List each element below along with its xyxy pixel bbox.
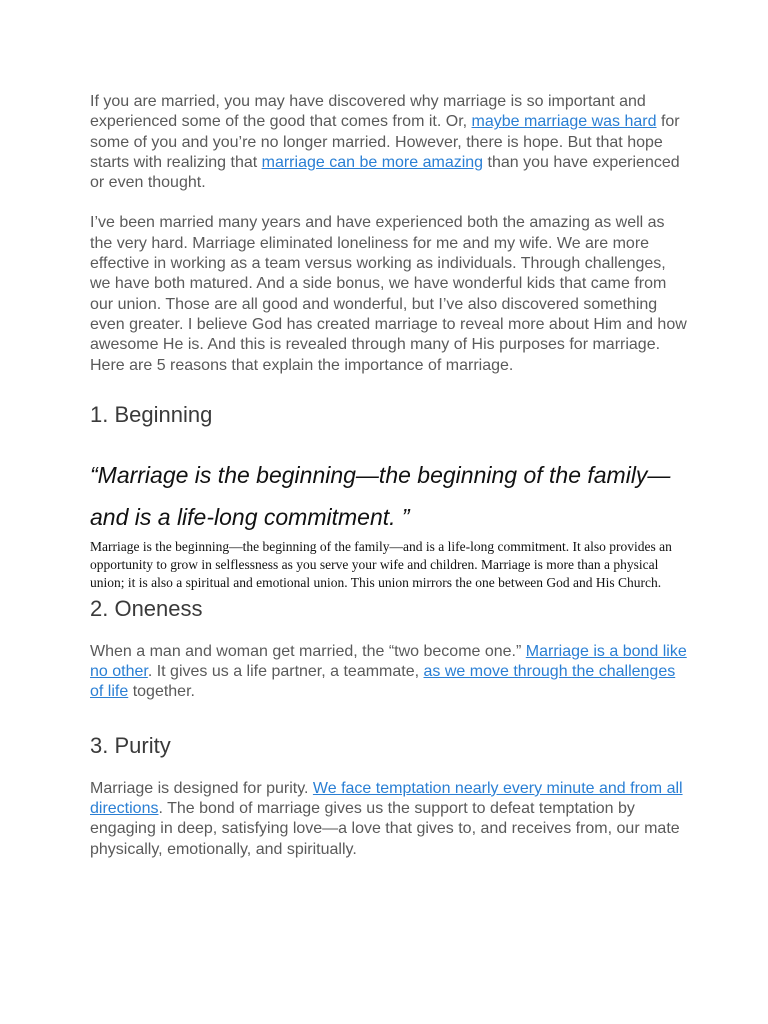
heading-oneness: 2. Oneness xyxy=(90,595,203,621)
oneness-text-1: When a man and woman get married, the “two become one.” xyxy=(90,642,526,660)
intro-text-1: If you are married, you may have discovered why marriage is so important and experienced some of the good that comes from it. Or, xyxy=(90,93,646,131)
beginning-paragraph: Marriage is the beginning—the beginning of the family—and is a life-long commitment. It also provides an opportunity to grow in selflessness as you serve your wife and children. Marriage is more than a physical union; it is also a spiritual and emotional union. This union mirrors the one between God and His Church. xyxy=(90,538,672,590)
story-paragraph: I’ve been married many years and have experienced both the amazing as well as the very hard. Marriage eliminated loneliness for me and my wife. We are more effective in working as a team versus working as individuals. Through challenges, we have both matured. And a side bonus, we have wonderful kids that came from our union. Those are all good and wonderful, but I’ve also discovered something even greater. I believe God has created marriage to reveal more about Him and how awesome He is. And this is revealed through many of His purposes for marriage. Here are 5 reasons that explain the importance of marriage. xyxy=(90,214,687,374)
link-bond-like-no-other[interactable]: Marriage is a bond like no other xyxy=(90,642,687,681)
link-marriage-can-be-more-amazing[interactable]: marriage can be more amazing xyxy=(261,153,484,171)
link-maybe-marriage-was-hard[interactable]: maybe marriage was hard xyxy=(471,113,657,131)
oneness-paragraph xyxy=(90,642,690,703)
intro-paragraph xyxy=(90,92,690,193)
oneness-text-2: . It gives us a life partner, a teammate, xyxy=(147,663,424,681)
purity-paragraph xyxy=(90,779,690,860)
oneness-text-3: together. xyxy=(128,683,195,701)
article-column xyxy=(90,92,690,860)
link-face-temptation[interactable]: We face temptation nearly every minute and from all directions xyxy=(90,779,683,818)
pull-quote: “Marriage is the beginning—the beginning of the family—and is a life-long commitment. ” xyxy=(90,461,671,530)
heading-beginning: 1. Beginning xyxy=(90,401,213,427)
heading-purity: 3. Purity xyxy=(90,732,171,758)
intro-text-2: for some of you and you’re no longer married. However, there is hope. But that hope starts with realizing that xyxy=(90,113,680,171)
purity-text-2: . The bond of marriage gives us the support to defeat temptation by engaging in deep, satisfying love—a love that gives to, and receives from, our mate physically, emotionally, and spiritually. xyxy=(90,800,680,858)
link-challenges-of-life[interactable]: as we move through the challenges of life xyxy=(90,663,676,701)
intro-text-3: than you have experienced or even thought. xyxy=(90,153,680,192)
purity-text-1: Marriage is designed for purity. xyxy=(90,779,313,797)
